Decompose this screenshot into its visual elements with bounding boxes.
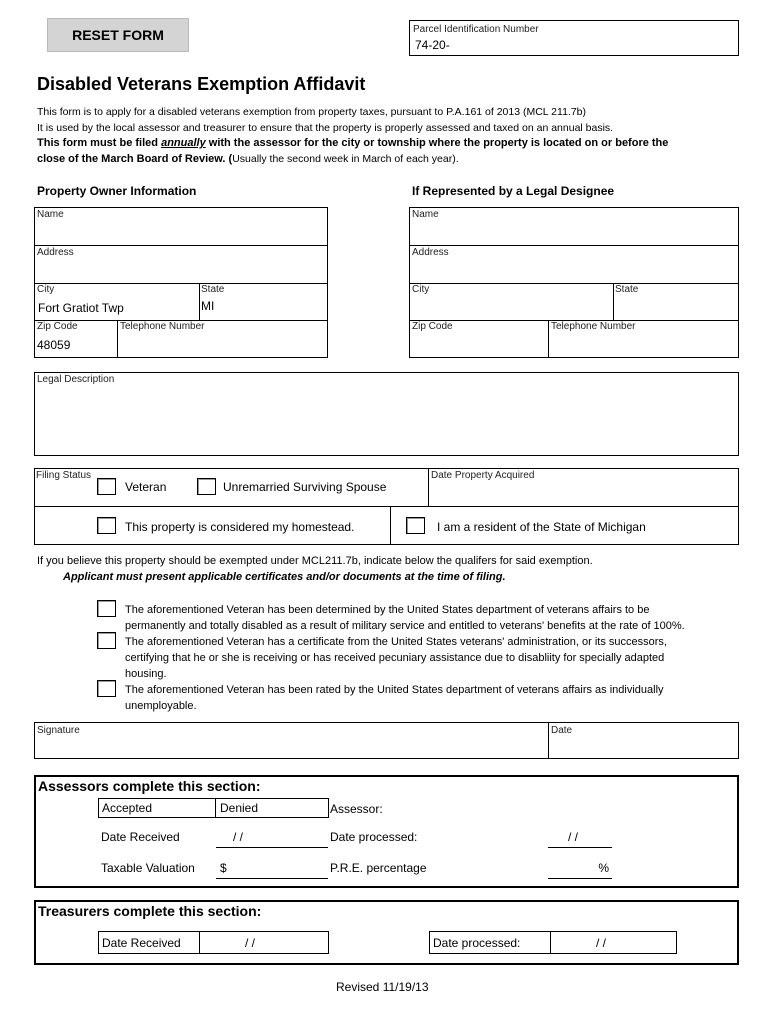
spouse-checkbox[interactable] <box>197 478 216 495</box>
designee-zip-field[interactable] <box>410 321 548 357</box>
designee-phone-label: Telephone Number <box>551 321 636 332</box>
treasurers-section <box>34 900 739 965</box>
owner-state-label: State <box>201 284 225 295</box>
qualifier-1-text <box>125 602 685 634</box>
assessors-heading: Assessors complete this section: <box>38 778 261 794</box>
designee-city-field[interactable] <box>410 284 613 320</box>
date-processed-label: Date processed: <box>330 830 418 844</box>
intro-bold-line-2 <box>37 153 459 165</box>
dollar-sign: $ <box>220 861 227 875</box>
parcel-id-field[interactable] <box>409 20 739 56</box>
treasurer-date-received-block <box>98 931 329 954</box>
designee-info-block <box>409 207 739 358</box>
qualifier-2-line-2: certifying that he or she is receiving or has received pecuniary assistance due to disabliity for specially adapted <box>125 652 665 664</box>
intro-annually: annually <box>161 137 206 149</box>
date-processed-sep: / / <box>568 830 579 844</box>
owner-name-label: Name <box>37 209 64 220</box>
percent-sign: % <box>598 861 609 875</box>
owner-state-field[interactable] <box>200 284 327 320</box>
treasurer-date-processed-field[interactable] <box>551 932 676 953</box>
revision-footer: Revised 11/19/13 <box>336 980 429 994</box>
treasurer-date-received-sep: / / <box>245 936 256 950</box>
designee-address-field[interactable] <box>410 246 738 283</box>
intro-bold-line-1 <box>37 137 668 149</box>
resident-label: I am a resident of the State of Michigan <box>437 520 646 534</box>
treasurer-date-processed-block <box>429 931 677 954</box>
signature-label: Signature <box>37 725 80 736</box>
signature-date-field[interactable] <box>549 723 738 758</box>
pre-percentage-label: P.R.E. percentage <box>330 861 427 875</box>
designee-state-label: State <box>615 284 639 295</box>
date-acquired-field[interactable] <box>429 469 738 506</box>
treasurer-date-received-field[interactable] <box>200 932 328 953</box>
owner-phone-label: Telephone Number <box>120 321 205 332</box>
accepted-label: Accepted <box>102 801 153 815</box>
signature-block <box>34 722 739 759</box>
signature-field[interactable] <box>35 723 548 758</box>
legal-description-label: Legal Description <box>37 374 115 385</box>
owner-city-value: Fort Gratiot Twp <box>38 301 124 315</box>
qualifiers-note: Applicant must present applicable certificates and/or documents at the time of filing. <box>63 571 506 583</box>
owner-phone-field[interactable] <box>118 321 327 357</box>
owner-address-label: Address <box>37 247 74 258</box>
denied-label: Denied <box>220 801 259 815</box>
intro-bold-1c: with the assessor for the city or township where the property is located on or before the <box>205 137 669 149</box>
intro-bold-1a: This form must be filed <box>37 137 162 149</box>
resident-checkbox[interactable] <box>406 517 425 534</box>
owner-city-label: City <box>37 284 55 295</box>
designee-name-label: Name <box>412 209 439 220</box>
filing-status-block <box>34 468 739 545</box>
parcel-id-label: Parcel Identification Number <box>413 24 539 35</box>
owner-city-field[interactable] <box>35 284 199 320</box>
pre-percentage-field[interactable] <box>548 858 612 879</box>
owner-zip-field[interactable] <box>35 321 117 357</box>
designee-address-label: Address <box>412 247 449 258</box>
homestead-checkbox[interactable] <box>97 517 116 534</box>
owner-heading: Property Owner Information <box>37 184 197 198</box>
date-received-field[interactable] <box>216 827 328 848</box>
owner-zip-value: 48059 <box>37 338 71 352</box>
signature-date-label: Date <box>551 725 573 736</box>
designee-phone-field[interactable] <box>549 321 738 357</box>
assessor-label: Assessor: <box>330 802 383 816</box>
treasurer-date-received-label: Date Received <box>102 936 181 950</box>
treasurer-date-processed-label: Date processed: <box>433 936 521 950</box>
intro-line-1: This form is to apply for a disabled veterans exemption from property taxes, pursuant to P.A.161 of 2013 (MCL 211.7b) <box>37 106 587 118</box>
qualifier-2-line-1: The aforementioned Veteran has a certificate from the United States veterans' administration, or its successors, <box>125 636 667 648</box>
qualifier-1-line-1: The aforementioned Veteran has been determined by the United States department of veterans affairs to be <box>125 604 650 616</box>
qualifier-3-checkbox[interactable] <box>97 680 116 697</box>
veteran-checkbox[interactable] <box>97 478 116 495</box>
taxable-valuation-label: Taxable Valuation <box>101 861 195 875</box>
qualifier-3-text <box>125 682 664 714</box>
assessors-section <box>34 775 739 888</box>
reset-form-button[interactable]: RESET FORM <box>47 18 189 52</box>
veteran-label: Veteran <box>125 480 167 494</box>
owner-name-field[interactable] <box>35 208 327 245</box>
qualifier-2-line-3: housing. <box>125 668 167 680</box>
page-title: Disabled Veterans Exemption Affidavit <box>37 74 366 94</box>
qualifier-2-text <box>125 634 667 682</box>
parcel-id-value: 74-20- <box>415 38 450 52</box>
qualifier-1-line-2: permanently and totally disabled as a result of military service and entitled to veterans' benefits at the rate of 100%. <box>125 620 685 632</box>
date-received-label: Date Received <box>101 830 180 844</box>
treasurers-heading: Treasurers complete this section: <box>38 903 262 919</box>
filing-status-label: Filing Status <box>36 470 92 481</box>
qualifier-3-line-2: unemployable. <box>125 700 197 712</box>
accepted-field[interactable] <box>98 798 216 818</box>
date-received-sep: / / <box>233 830 244 844</box>
intro-bold-2b: Usually the second week in March of each year). <box>232 153 459 165</box>
owner-zip-label: Zip Code <box>37 321 78 332</box>
designee-zip-label: Zip Code <box>412 321 453 332</box>
intro-line-2: It is used by the local assessor and treasurer to ensure that the property is properly assessed and taxed on an annual basis. <box>37 122 614 134</box>
designee-name-field[interactable] <box>410 208 738 245</box>
legal-description-field[interactable] <box>34 372 739 456</box>
designee-heading: If Represented by a Legal Designee <box>412 184 615 198</box>
intro-bold-2a: close of the March Board of Review. ( <box>37 153 233 165</box>
qualifier-3-line-1: The aforementioned Veteran has been rated by the United States department of veterans affairs as individually <box>125 684 664 696</box>
treasurer-date-processed-sep: / / <box>596 936 607 950</box>
designee-city-label: City <box>412 284 430 295</box>
owner-address-field[interactable] <box>35 246 327 283</box>
taxable-valuation-field[interactable] <box>216 858 328 879</box>
date-processed-field[interactable] <box>548 827 612 848</box>
designee-state-field[interactable] <box>614 284 738 320</box>
owner-info-block <box>34 207 328 358</box>
qualifier-2-checkbox[interactable] <box>97 632 116 649</box>
qualifiers-intro: If you believe this property should be exempted under MCL211.7b, indicate below the qualifers for said exemption. <box>37 555 593 567</box>
owner-state-value: MI <box>201 299 215 313</box>
homestead-label: This property is considered my homestead. <box>125 520 355 534</box>
denied-field[interactable] <box>215 798 329 818</box>
date-acquired-label: Date Property Acquired <box>431 470 535 481</box>
spouse-label: Unremarried Surviving Spouse <box>223 480 387 494</box>
qualifier-1-checkbox[interactable] <box>97 600 116 617</box>
